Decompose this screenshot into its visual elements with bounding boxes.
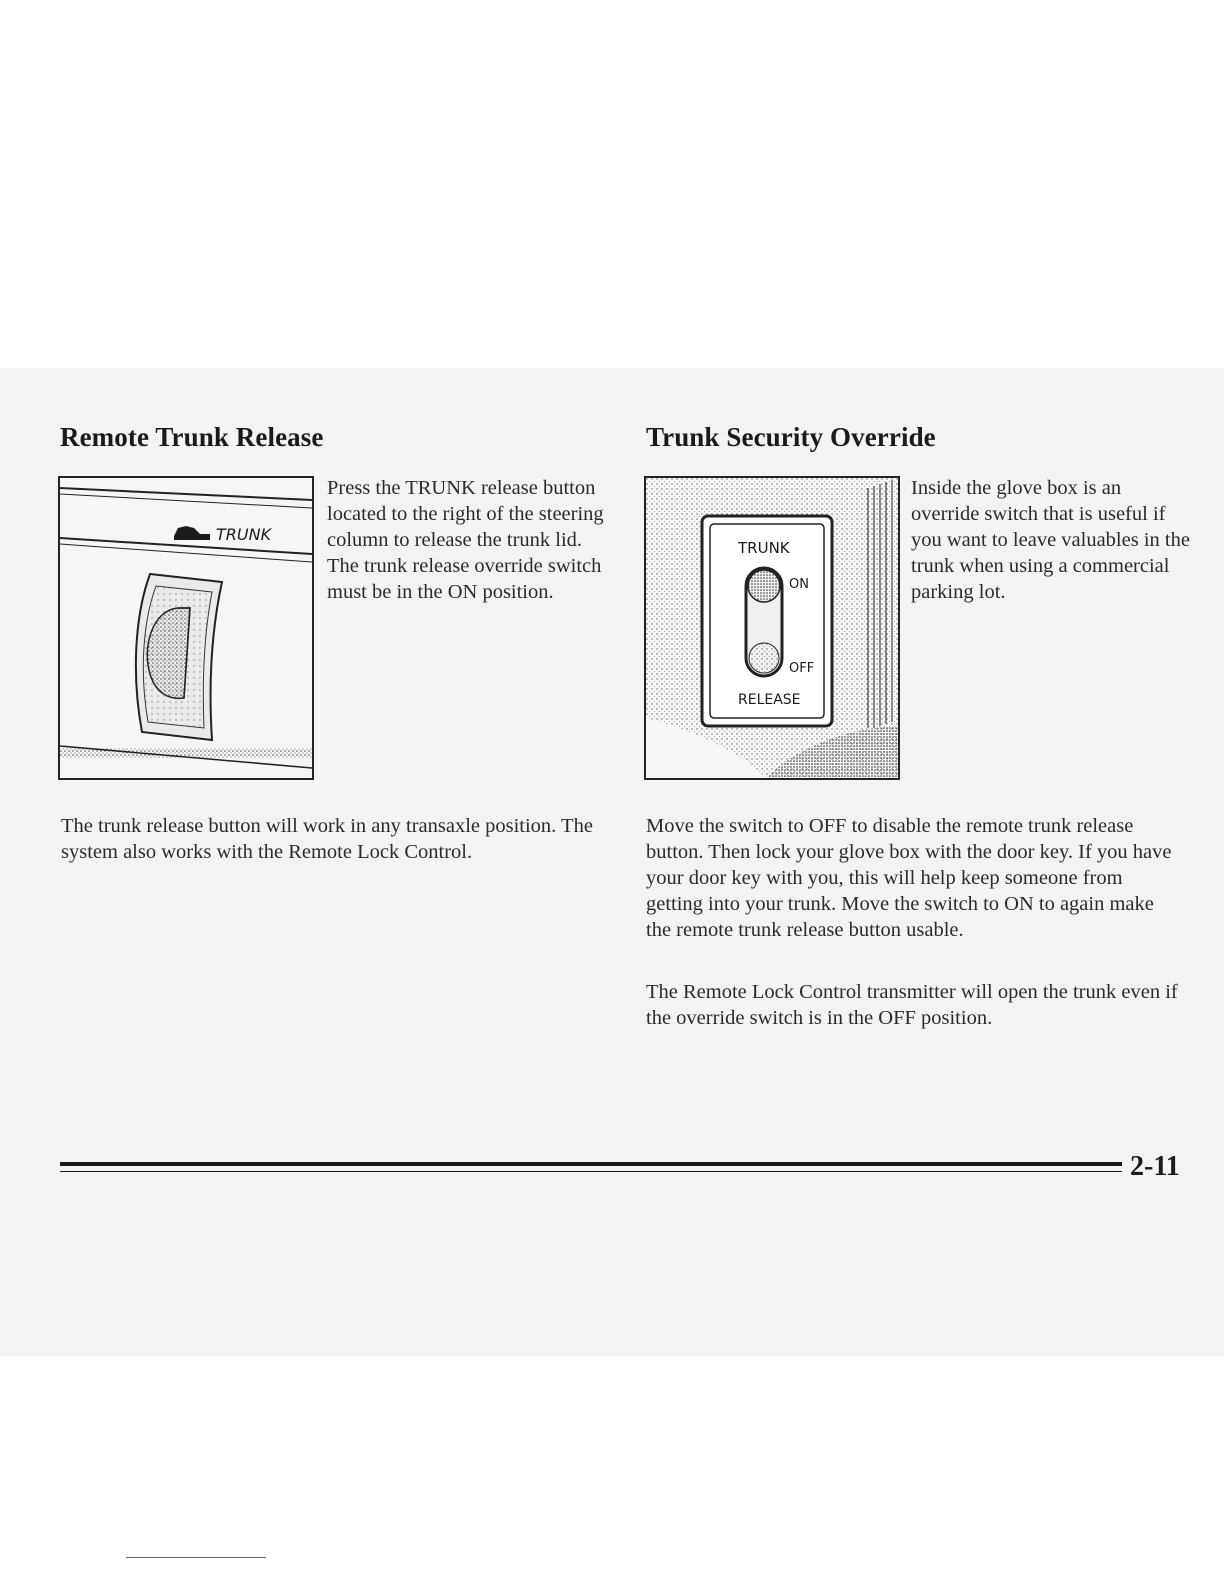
- trunk-release-button-illustration: [58, 476, 314, 780]
- remote-trunk-intro: Press the TRUNK release button located to the right of the steering column to release the trunk lid. The trunk release override switch must be in the ON position.: [327, 477, 604, 603]
- override-switch-illustration: [644, 476, 900, 780]
- switch-release-label: RELEASE: [738, 692, 801, 708]
- override-paragraph-2: The Remote Lock Control transmitter will open the trunk even if the override switch is in the OFF position.: [646, 981, 1178, 1029]
- footer-rule-thin: [60, 1171, 1122, 1172]
- page-number: 2-11: [1130, 1151, 1180, 1182]
- remote-trunk-paragraph-1: The trunk release button will work in any transaxle position. The system also works with the Remote Lock Control.: [61, 815, 593, 863]
- switch-off-label: OFF: [789, 661, 815, 676]
- override-intro: Inside the glove box is an override switch that is useful if you want to leave valuables in the trunk when using a commercial parking lot.: [911, 477, 1190, 603]
- trunk-security-override-heading: Trunk Security Override: [646, 422, 936, 452]
- bottom-link-underline: [126, 1557, 266, 1558]
- switch-trunk-label: TRUNK: [738, 539, 790, 557]
- footer-rule: [60, 1162, 1122, 1166]
- switch-on-label: ON: [789, 577, 809, 592]
- remote-trunk-release-heading: Remote Trunk Release: [60, 422, 324, 452]
- trunk-label: TRUNK: [216, 525, 272, 544]
- override-paragraph-1: Move the switch to OFF to disable the remote trunk release button. Then lock your glove box with the door key. If you have your door key with you, this will help keep someone from getting into your trunk. Move the switch to ON to again make the remote trunk release button usable.: [646, 815, 1172, 941]
